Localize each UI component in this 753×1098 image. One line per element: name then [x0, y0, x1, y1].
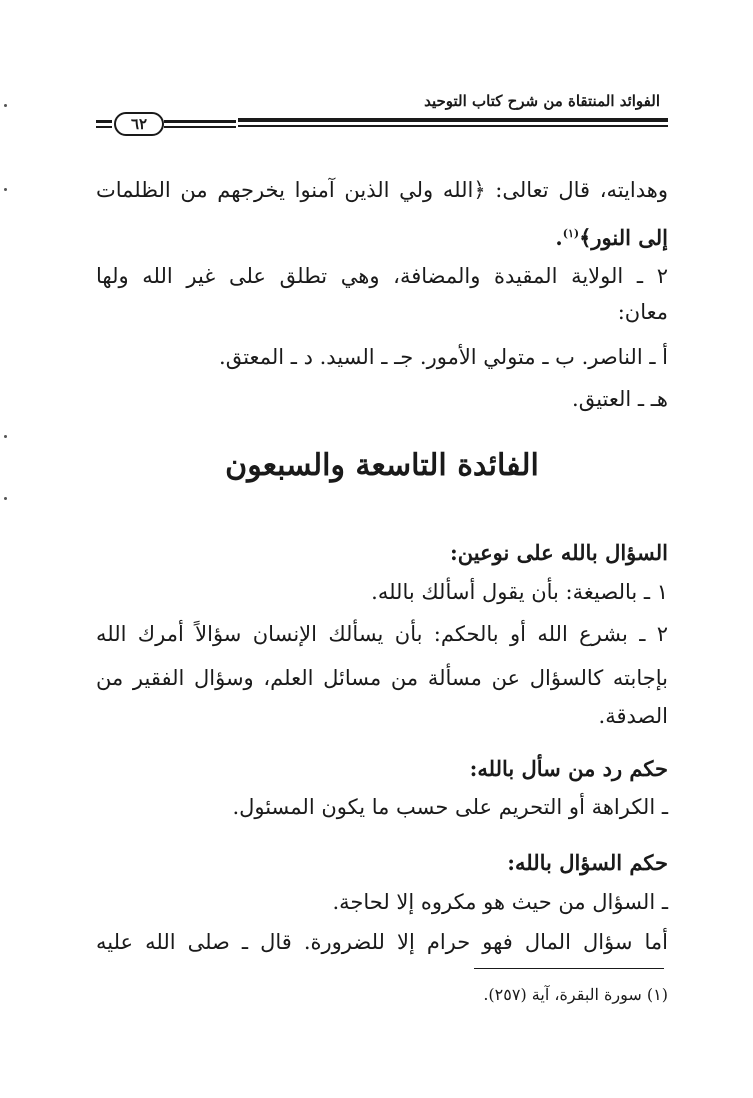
- body-line: بإجابته كالسؤال عن مسألة من مسائل العلم، وسؤال الفقير من: [96, 666, 668, 690]
- page-number: ٦٢: [114, 112, 164, 136]
- section-heading: الفائدة التاسعة والسبعون: [225, 448, 539, 483]
- subheading: حكم السؤال بالله:: [507, 850, 668, 875]
- header-rule: [238, 118, 668, 122]
- body-line: ١ ـ بالصيغة: بأن يقول أسألك بالله.: [371, 580, 668, 604]
- body-line: إلى النور﴾$^{(١)}$.: [555, 225, 668, 250]
- body-line: ٢ ـ الولاية المقيدة والمضافة، وهي تطلق على غير الله ولها: [96, 264, 668, 288]
- body-line: وهدايته، قال تعالى: ﴿الله ولي الذين آمنوا يخرجهم من الظلمات: [96, 178, 668, 202]
- header-rule-thin: [238, 125, 668, 127]
- footnote: (١) سورة البقرة، آية (٢٥٧).: [483, 985, 668, 1004]
- running-title: الفوائد المنتقاة من شرح كتاب التوحيد: [424, 92, 660, 110]
- subheading: السؤال بالله على نوعين:: [450, 540, 668, 565]
- margin-dot: [4, 497, 7, 500]
- quran-verse-end: إلى النور﴾: [579, 225, 668, 250]
- margin-dot: [4, 188, 7, 191]
- margin-dot: [4, 435, 7, 438]
- body-line: الصدقة.: [598, 704, 668, 728]
- margin-dot: [4, 104, 7, 107]
- footnote-separator: [474, 968, 664, 969]
- body-line: أما سؤال المال فهو حرام إلا للضرورة. قال ـ صلى الله عليه: [96, 930, 668, 954]
- body-line: ـ الكراهة أو التحريم على حسب ما يكون المسئول.: [232, 795, 668, 819]
- body-line: ٢ ـ بشرع الله أو بالحكم: بأن يسألك الإنسان سؤالاً أمرك الله: [96, 622, 668, 646]
- body-line: أ ـ الناصر. ب ـ متولي الأمور. جـ ـ السيد. د ـ المعتق.: [219, 345, 668, 369]
- page-header: [96, 88, 668, 138]
- body-line: معان:: [617, 300, 668, 324]
- body-line: هـ ـ العتيق.: [572, 387, 668, 411]
- page-number-ornament: [96, 112, 236, 134]
- subheading: حكم رد من سأل بالله:: [469, 756, 668, 781]
- footnote-ref: (١): [562, 227, 580, 240]
- body-line: ـ السؤال من حيث هو مكروه إلا لحاجة.: [332, 890, 668, 914]
